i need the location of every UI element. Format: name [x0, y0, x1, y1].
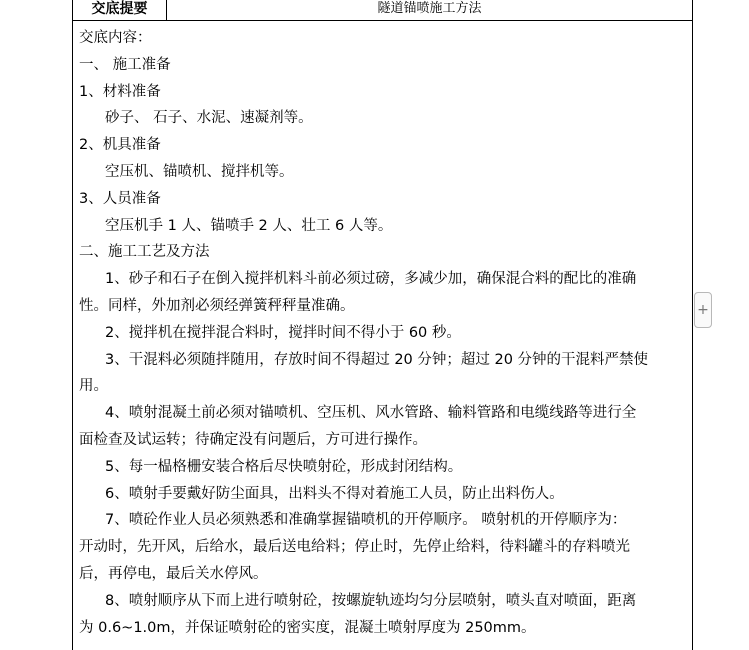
header-label: 交底提要: [73, 0, 167, 20]
line-section-2: 二、施工工艺及方法: [79, 244, 210, 261]
header-title: 隧道锚喷施工方法: [377, 1, 482, 16]
line-item-2: 2、机具准备: [79, 137, 161, 154]
line-step-6: 6、喷射手要戴好防尘面具，出料头不得对着施工人员，防止出料伤人。: [105, 485, 564, 502]
document-page: [72, 0, 693, 650]
line-personnel: 空压机手 1 人、锚喷手 2 人、壮工 6 人等。: [105, 217, 393, 234]
line-step-4a: 4、喷射混凝土前必须对锚喷机、空压机、风水管路、输料管路和电缆线路等进行全: [105, 405, 637, 422]
line-step-4b: 面检查及试运转；待确定没有问题后，方可进行操作。: [79, 431, 427, 448]
line-step-3b: 用。: [79, 378, 108, 395]
line-step-5: 5、每一榀格栅安装合格后尽快喷射砼，形成封闭结构。: [105, 458, 463, 475]
line-step-1b: 性。同样，外加剂必须经弹簧秤秤量准确。: [79, 297, 355, 314]
line-intro: 交底内容：: [79, 30, 152, 46]
line-step-8a: 8、喷射顺序从下而上进行喷射砼，按螺旋轨迹均匀分层喷射，喷头直对喷面，距离: [105, 592, 637, 609]
line-step-7a: 7、喷砼作业人员必须熟悉和准确掌握锚喷机的开停顺序。 喷射机的开停顺序为：: [105, 512, 627, 529]
line-machines: 空压机、锚喷机、搅拌机等。: [105, 163, 294, 180]
expand-button[interactable]: +: [694, 292, 712, 328]
line-step-8b: 为 0.6~1.0m，并保证喷射砼的密实度，混凝土喷射厚度为 250mm。: [79, 619, 536, 636]
line-section-1: 一、 施工准备: [79, 56, 171, 73]
line-step-3a: 3、干混料必须随拌随用，存放时间不得超过 20 分钟；超过 20 分钟的干混料严禁使: [105, 351, 649, 368]
line-item-3: 3、人员准备: [79, 190, 161, 207]
line-step-7b: 开动时，先开风，后给水，最后送电给料；停止时，先停止给料，待料罐斗的存料喷光: [79, 539, 630, 556]
line-step-2: 2、搅拌机在搅拌混合料时，搅拌时间不得小于 60 秒。: [105, 324, 461, 341]
line-item-1: 1、材料准备: [79, 83, 161, 100]
line-materials: 砂子、 石子、水泥、速凝剂等。: [105, 110, 313, 127]
body-text: [79, 25, 687, 641]
line-step-1a: 1、砂子和石子在倒入搅拌机料斗前必须过磅，多减少加，确保混合料的配比的准确: [105, 271, 637, 288]
header-row: [73, 0, 692, 21]
line-step-7c: 后，再停电，最后关水停风。: [79, 565, 268, 582]
